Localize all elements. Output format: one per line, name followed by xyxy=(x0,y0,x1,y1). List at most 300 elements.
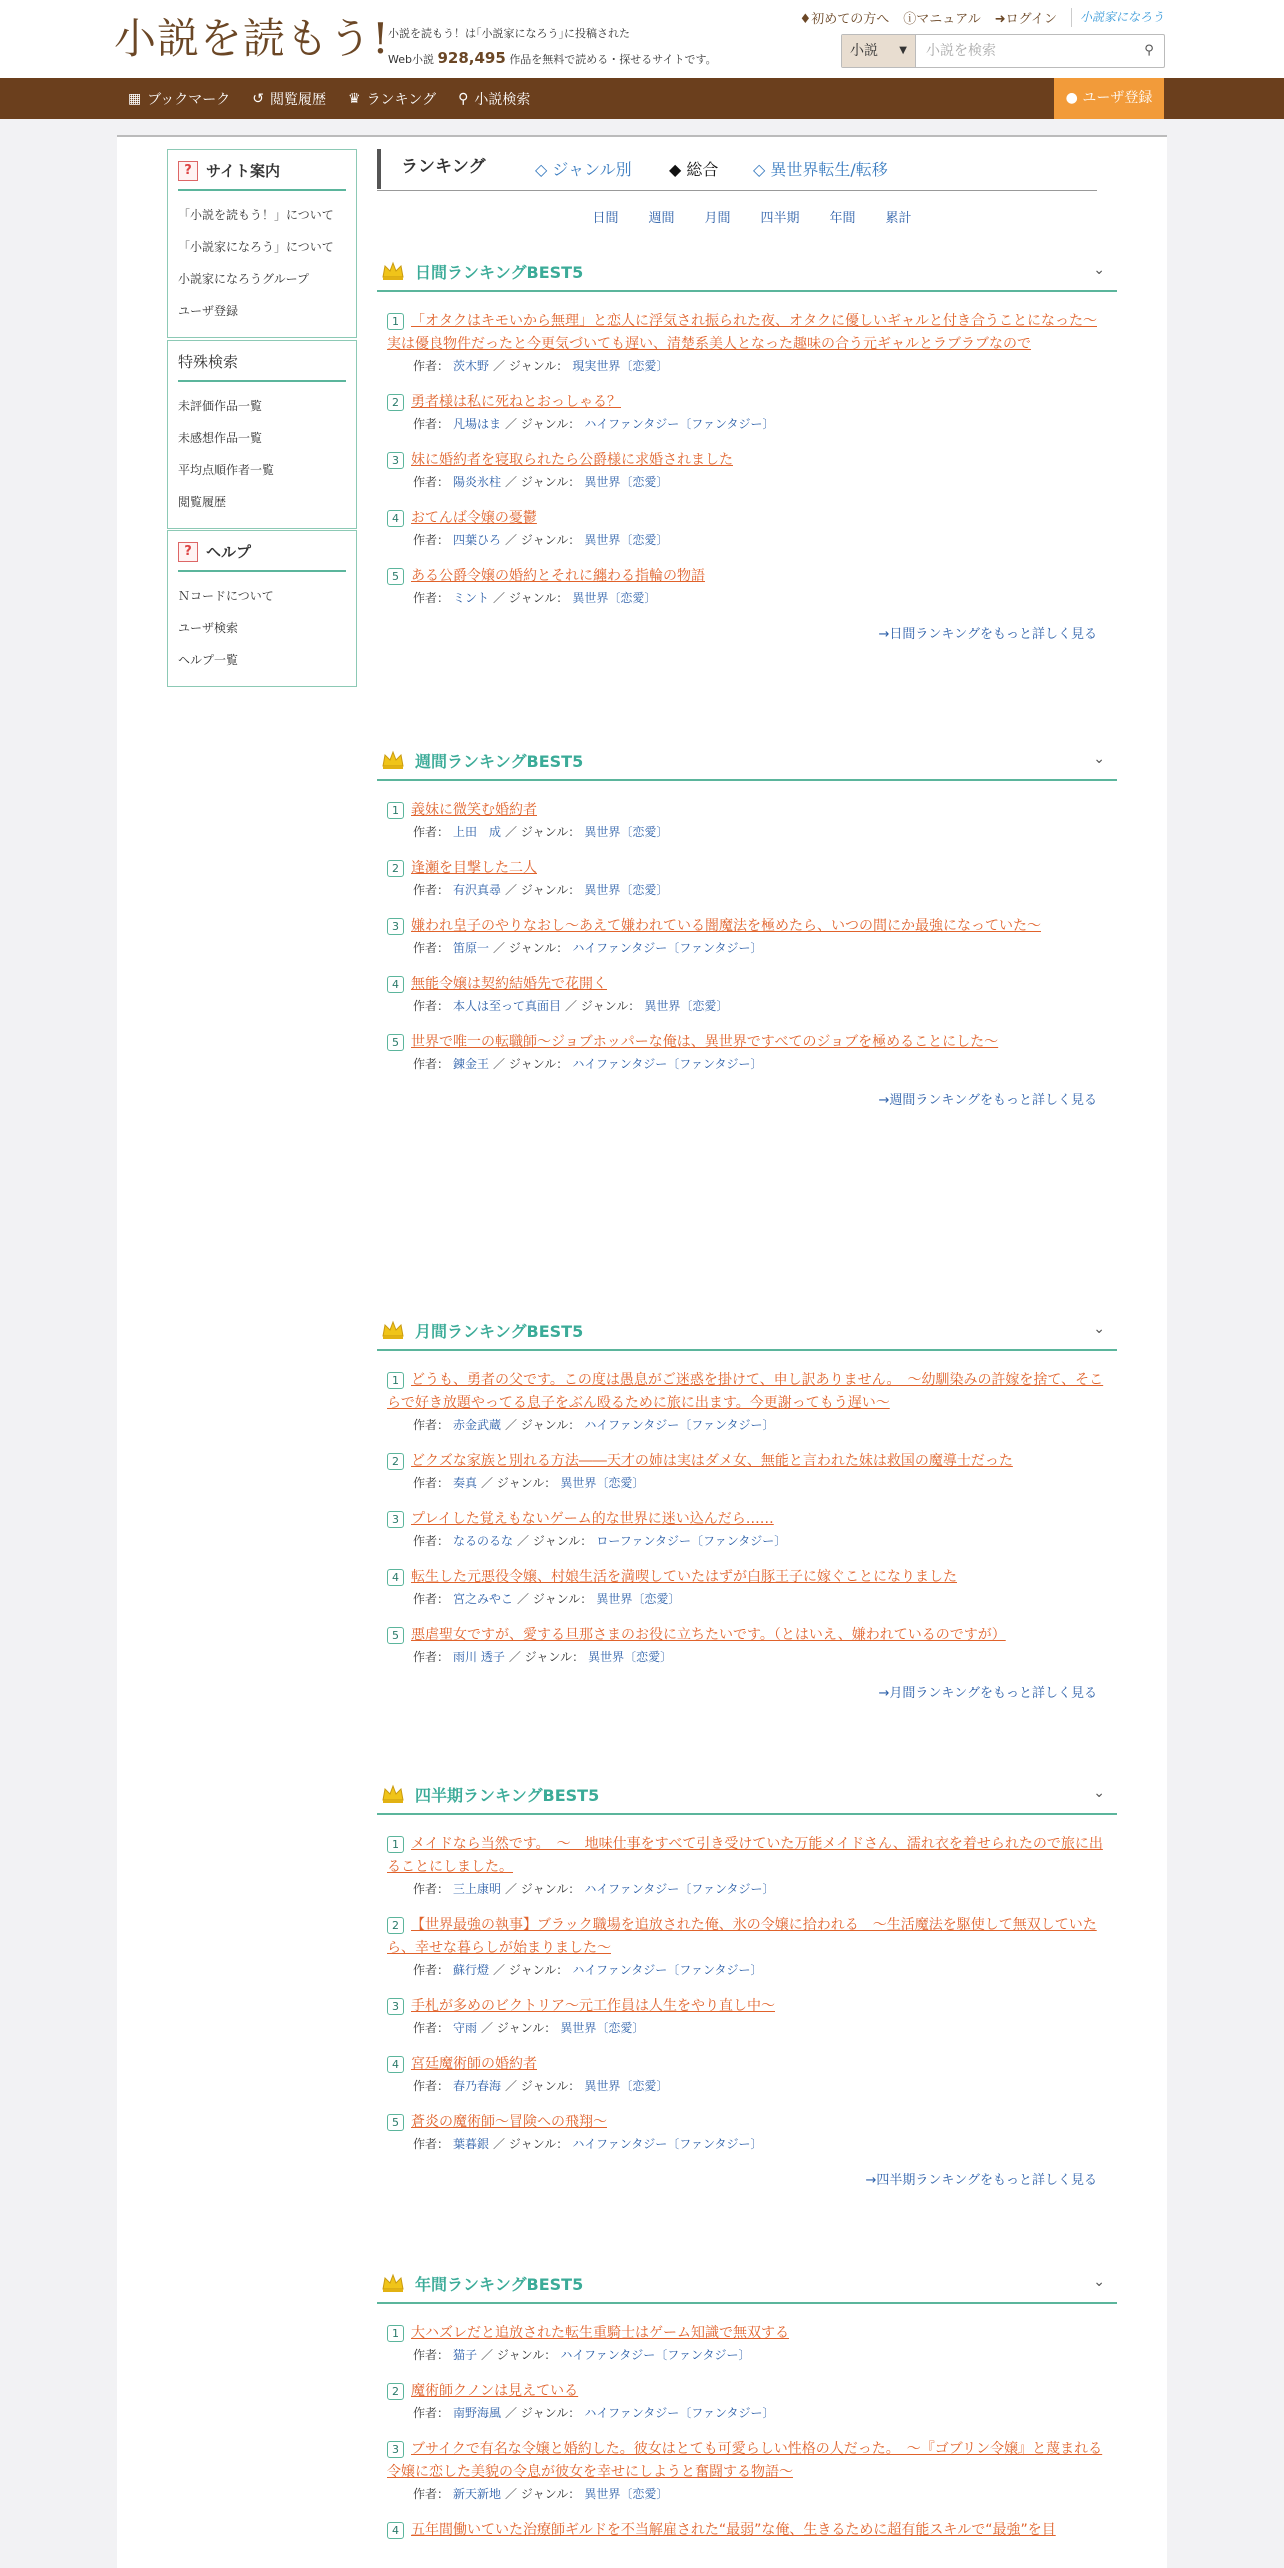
novel-title-link[interactable] xyxy=(387,391,1107,414)
genre-link[interactable]: 異世界〔恋愛〕 xyxy=(584,475,669,489)
author-label: 作者： xyxy=(413,1963,450,1977)
author-label: 作者： xyxy=(413,417,450,431)
genre-link[interactable]: 異世界〔恋愛〕 xyxy=(560,2021,645,2035)
sidebar-item-history[interactable]: 閲覧履歴 xyxy=(178,495,227,509)
novel-meta xyxy=(413,588,1107,608)
novel-title-link[interactable] xyxy=(387,2380,1107,2403)
help-circle-icon: ⓘ xyxy=(903,12,917,27)
rank-number-badge: 3 xyxy=(387,1511,404,1528)
novel-title-text: ある公爵令嬢の婚約とそれに纏わる指輪の物語 xyxy=(411,568,705,584)
history-icon: ↺ xyxy=(252,90,264,107)
novel-title-link[interactable] xyxy=(387,1369,1107,1415)
tagline-suffix: 作品を無料で読める・探せるサイトです。 xyxy=(509,53,717,66)
work-count: 928,495 xyxy=(437,49,506,67)
novel-title-link[interactable] xyxy=(387,2438,1107,2484)
rank-number-badge: 1 xyxy=(387,313,404,330)
genre-label: ／ ジャンル： xyxy=(505,2487,581,2501)
crown-icon xyxy=(381,750,405,770)
bookmark-list-icon: ▦ xyxy=(128,90,142,107)
more-ranking-link[interactable]: →四半期ランキングをもっと詳しく見る xyxy=(865,2173,1097,2188)
author-label: 作者： xyxy=(413,883,450,897)
chevron-down-icon[interactable]: ⌄ xyxy=(1093,2274,1105,2290)
author-link[interactable]: 陽炎氷柱 xyxy=(453,475,502,489)
genre-link[interactable]: 異世界〔恋愛〕 xyxy=(584,533,669,547)
period-total[interactable]: 累計 xyxy=(885,211,912,226)
genre-label: ／ ジャンル： xyxy=(481,1476,557,1490)
sidebar-item-narou-group[interactable]: 小説家になろうグループ xyxy=(178,272,310,286)
rank-number-badge: 3 xyxy=(387,1998,404,2015)
genre-link[interactable]: ハイファンタジー〔ファンタジー〕 xyxy=(572,1963,763,1977)
author-label: 作者： xyxy=(413,2348,450,2362)
genre-label: ／ ジャンル： xyxy=(493,591,569,605)
list-item xyxy=(387,1369,1107,1435)
ranking-section xyxy=(377,252,1117,642)
novel-title-text: 嫌われ皇子のやりなおし～あえて嫌われている闇魔法を極めたら、いつの間にか最強になっていた～ xyxy=(411,918,1041,934)
list-item xyxy=(387,1450,1107,1493)
more-ranking-link[interactable]: →週間ランキングをもっと詳しく見る xyxy=(878,1093,1097,1108)
novel-meta xyxy=(413,414,1107,434)
period-weekly[interactable]: 週間 xyxy=(648,211,675,226)
rank-number-badge: 2 xyxy=(387,2383,404,2400)
more-ranking-link[interactable]: →月間ランキングをもっと詳しく見る xyxy=(878,1686,1097,1701)
period-monthly[interactable]: 月間 xyxy=(704,211,731,226)
ranking-title: ランキング xyxy=(377,149,486,189)
genre-label: ／ ジャンル： xyxy=(505,883,581,897)
search-icon: ⚲ xyxy=(458,90,469,107)
novel-title-text: どうも、勇者の父です。この度は愚息がご迷惑を掛けて、申し訳ありません。 ～幼馴染みの許嫁を捨て、そこらで好き放題やってる息子をぶん殴るために旅に出ます。今更謝ってもう遅い～ xyxy=(387,1372,1104,1411)
novel-title-link[interactable] xyxy=(387,310,1107,356)
list-item xyxy=(387,1914,1107,1980)
novel-title-text: 蒼炎の魔術師〜冒険への飛翔〜 xyxy=(411,2114,607,2130)
genre-link[interactable]: ハイファンタジー〔ファンタジー〕 xyxy=(572,941,763,955)
sidebar-item-help-list[interactable]: ヘルプ一覧 xyxy=(178,653,239,667)
novel-title-link[interactable] xyxy=(387,449,1107,472)
author-label: 作者： xyxy=(413,1057,450,1071)
novel-title-text: どクズな家族と別れる方法――天才の姉は実はダメ女、無能と言われた妹は救国の魔導士だった xyxy=(411,1453,1013,1469)
link-login[interactable] xyxy=(995,8,1057,27)
genre-label: ／ ジャンル： xyxy=(508,1650,585,1664)
list-item xyxy=(387,2519,1107,2542)
genre-label: ／ ジャンル： xyxy=(505,475,581,489)
crown-icon xyxy=(381,261,405,281)
list-item xyxy=(387,2053,1107,2096)
sidebar-item-ncode[interactable]: Ｎコードについて xyxy=(178,589,274,603)
novel-title-text: 転生した元悪役令嬢、村娘生活を満喫していたはずが白豚王子に嫁ぐことになりました xyxy=(411,1569,957,1585)
site-logo[interactable]: 小説を読もう! xyxy=(114,14,390,63)
top-links xyxy=(800,8,1164,27)
tagline-line1: 小説を読もう！は｢小説家になろう｣に投稿された xyxy=(388,27,630,40)
novel-title-link[interactable] xyxy=(387,915,1107,938)
question-icon: ? xyxy=(178,161,198,181)
author-link[interactable]: 本人は至って真面目 xyxy=(453,999,562,1013)
tab-genre[interactable]: ◇ ジャンル別 xyxy=(535,160,632,179)
nav-search[interactable] xyxy=(458,89,530,109)
novel-meta xyxy=(413,1879,1107,1899)
novel-title-link[interactable] xyxy=(387,1508,1107,1531)
question-icon: ? xyxy=(178,542,198,562)
novel-meta xyxy=(413,880,1107,900)
novel-title-link[interactable] xyxy=(387,2322,1107,2345)
novel-title-link[interactable] xyxy=(387,1031,1107,1054)
list-item xyxy=(387,2111,1107,2154)
main-nav xyxy=(0,78,1284,119)
genre-label: ／ ジャンル： xyxy=(493,1963,569,1977)
list-item xyxy=(387,565,1107,608)
ranking-section xyxy=(377,2264,1117,2557)
genre-link[interactable]: ローファンタジー〔ファンタジー〕 xyxy=(596,1534,787,1548)
author-link[interactable]: 笛原一 xyxy=(453,941,490,955)
section-header[interactable] xyxy=(377,252,1117,292)
nav-ranking[interactable] xyxy=(348,89,436,109)
crown-icon xyxy=(381,2273,405,2293)
list-item xyxy=(387,1624,1107,1667)
genre-label: ／ ジャンル： xyxy=(505,2079,581,2093)
list-item xyxy=(387,2380,1107,2423)
entry-list xyxy=(377,1815,1117,2154)
novel-title-text: ブサイクで有名な令嬢と婚約した。彼女はとても可愛らしい性格の人だった。 ～『ゴブリン令嬢』と蔑まれる令嬢に恋した美貌の令息が彼女を幸せにしようと奮闘する物語～ xyxy=(387,2441,1103,2480)
genre-label: ／ ジャンル： xyxy=(493,359,569,373)
list-item xyxy=(387,799,1107,842)
rank-number-badge: 2 xyxy=(387,1917,404,1934)
novel-title-text: 逢瀬を目撃した二人 xyxy=(411,860,537,876)
genre-link[interactable]: 異世界〔恋愛〕 xyxy=(584,2079,669,2093)
chevron-down-icon[interactable]: ⌄ xyxy=(1093,1785,1105,1801)
novel-title-text: 悪虐聖女ですが、愛する旦那さまのお役に立ちたいです。（とはいえ、嫌われているのですが） xyxy=(411,1627,1006,1643)
author-label: 作者： xyxy=(413,533,450,547)
novel-meta xyxy=(413,2345,1107,2365)
author-link[interactable]: 三上康明 xyxy=(453,1882,502,1896)
list-item xyxy=(387,507,1107,550)
rank-number-badge: 1 xyxy=(387,802,404,819)
author-link[interactable]: 凡場はま xyxy=(453,417,502,431)
author-link[interactable]: 猫子 xyxy=(453,2348,478,2362)
novel-title-text: 義妹に微笑む婚約者 xyxy=(411,802,537,818)
author-link[interactable]: 南野海風 xyxy=(453,2406,502,2420)
link-beginners-label: 初めての方へ xyxy=(811,12,890,27)
novel-title-link[interactable] xyxy=(387,1995,1107,2018)
entry-list xyxy=(377,2304,1117,2542)
section-title: 月間ランキングBEST5 xyxy=(415,1321,584,1341)
novel-title-link[interactable] xyxy=(387,857,1107,880)
section-title: 日間ランキングBEST5 xyxy=(415,262,584,282)
user-register-label: ユーザ登録 xyxy=(1082,90,1153,106)
author-label: 作者： xyxy=(413,1418,450,1432)
list-item xyxy=(387,2438,1107,2504)
search-input[interactable] xyxy=(916,35,1134,67)
ranking-section xyxy=(377,1311,1117,1701)
crown-icon xyxy=(381,1320,405,1340)
novel-title-text: おてんば令嬢の憂鬱 xyxy=(411,510,537,526)
list-item xyxy=(387,2322,1107,2365)
section-title: 週間ランキングBEST5 xyxy=(415,751,584,771)
rank-number-badge: 1 xyxy=(387,1836,404,1853)
link-narou-brand[interactable]: 小説家になろう xyxy=(1071,8,1164,27)
rank-number-badge: 3 xyxy=(387,918,404,935)
author-label: 作者： xyxy=(413,2021,450,2035)
tab-overall[interactable]: ◆ 総合 xyxy=(669,160,719,179)
novel-title-text: 魔術師クノンは見えている xyxy=(411,2383,579,2399)
list-item xyxy=(387,1031,1107,1074)
author-link[interactable]: 赤金武蔵 xyxy=(453,1418,502,1432)
author-label: 作者： xyxy=(413,2137,450,2151)
author-link[interactable]: 四葉ひろ xyxy=(453,533,502,547)
rank-number-badge: 4 xyxy=(387,976,404,993)
rank-number-badge: 4 xyxy=(387,1569,404,1586)
rank-number-badge: 2 xyxy=(387,1453,404,1470)
novel-meta xyxy=(413,472,1107,492)
rank-number-badge: 5 xyxy=(387,1627,404,1644)
genre-label: ／ ジャンル： xyxy=(505,417,581,431)
author-label: 作者： xyxy=(413,2079,450,2093)
novel-meta xyxy=(413,1473,1107,1493)
section-header[interactable] xyxy=(377,1775,1117,1815)
novel-title-link[interactable] xyxy=(387,2053,1107,2076)
author-label: 作者： xyxy=(413,999,450,1013)
genre-label: ／ ジャンル： xyxy=(481,2021,557,2035)
user-icon: ● xyxy=(1065,90,1078,106)
site-tagline xyxy=(388,22,717,72)
genre-label: ／ ジャンル： xyxy=(493,1057,569,1071)
novel-title-link[interactable] xyxy=(387,1914,1107,1960)
sidebar-special-title: 特殊検索 xyxy=(178,347,346,382)
genre-link[interactable]: 異世界〔恋愛〕 xyxy=(560,1476,645,1490)
novel-title-text: 無能令嬢は契約結婚先で花開く xyxy=(411,976,607,992)
author-link[interactable]: 上田 成 xyxy=(453,825,502,839)
more-ranking-link[interactable]: →日間ランキングをもっと詳しく見る xyxy=(878,627,1097,642)
novel-title-link[interactable] xyxy=(387,1833,1107,1879)
novel-title-text: 五年間働いていた治療師ギルドを不当解雇された“最弱”な俺、生きるために超有能スキルで“最強”を目 xyxy=(411,2522,1056,2538)
search-category-value: 小説 xyxy=(850,43,878,59)
section-title: 四半期ランキングBEST5 xyxy=(415,1785,600,1805)
genre-link[interactable]: 異世界〔恋愛〕 xyxy=(572,591,657,605)
list-item xyxy=(387,973,1107,1016)
rank-number-badge: 1 xyxy=(387,1372,404,1389)
search-category-select[interactable] xyxy=(842,35,916,67)
period-yearly[interactable]: 年間 xyxy=(829,211,856,226)
search-icon[interactable]: ⚲ xyxy=(1144,43,1154,58)
user-register-button[interactable] xyxy=(1054,78,1164,119)
rank-number-badge: 4 xyxy=(387,2522,404,2539)
rank-number-badge: 2 xyxy=(387,860,404,877)
rank-number-badge: 3 xyxy=(387,452,404,469)
genre-label: ／ ジャンル： xyxy=(517,1592,593,1606)
author-link[interactable]: 奏真 xyxy=(453,1476,478,1490)
novel-title-link[interactable] xyxy=(387,2111,1107,2134)
list-item xyxy=(387,1995,1107,2038)
author-label: 作者： xyxy=(413,2487,450,2501)
chevron-down-icon[interactable]: ⌄ xyxy=(1093,262,1105,278)
entry-list xyxy=(377,292,1117,608)
novel-meta xyxy=(413,1054,1107,1074)
genre-link[interactable]: 異世界〔恋愛〕 xyxy=(584,883,669,897)
tab-isekai[interactable]: ◇ 異世界転生/転移 xyxy=(753,160,888,179)
novel-meta xyxy=(413,2484,1107,2504)
author-label: 作者： xyxy=(413,941,450,955)
rank-number-badge: 4 xyxy=(387,510,404,527)
genre-link[interactable]: 異世界〔恋愛〕 xyxy=(584,825,669,839)
author-label: 作者： xyxy=(413,1650,450,1664)
genre-link[interactable]: 異世界〔恋愛〕 xyxy=(644,999,729,1013)
sidebar-item-register[interactable]: ユーザ登録 xyxy=(178,304,239,318)
genre-label: ／ ジャンル： xyxy=(493,2137,569,2151)
novel-title-link[interactable] xyxy=(387,1566,1107,1589)
genre-link[interactable]: ハイファンタジー〔ファンタジー〕 xyxy=(584,1882,775,1896)
genre-link[interactable]: 異世界〔恋愛〕 xyxy=(596,1592,681,1606)
author-link[interactable]: 雨川 透子 xyxy=(453,1650,505,1664)
section-header[interactable] xyxy=(377,1311,1117,1351)
novel-title-text: 「オタクはキモいから無理」と恋人に浮気され振られた夜、オタクに優しいギャルと付き合うことになった〜実は優良物件だったと今更気づいても遅い、清楚系美人となった趣味の合う元ギャルとラブラブなので xyxy=(387,313,1097,352)
login-icon: ➜ xyxy=(994,12,1006,27)
author-link[interactable]: 宮之みやこ xyxy=(453,1592,514,1606)
author-link[interactable]: 錬金王 xyxy=(453,1057,490,1071)
tagline-prefix: Web小説 xyxy=(388,53,434,66)
author-link[interactable]: 蘇行燈 xyxy=(453,1963,490,1977)
novel-meta xyxy=(413,2076,1107,2096)
sidebar-item-no-review[interactable]: 未感想作品一覧 xyxy=(178,431,263,445)
novel-title-text: 勇者様は私に死ねとおっしゃる？ xyxy=(411,394,621,410)
novel-meta xyxy=(413,1960,1107,1980)
genre-link[interactable]: 異世界〔恋愛〕 xyxy=(584,2487,669,2501)
genre-label: ／ ジャンル： xyxy=(505,533,581,547)
novel-title-text: 【世界最強の執事】ブラック職場を追放された俺、氷の令嬢に拾われる ～生活魔法を駆使して無双していたら、幸せな暮らしが始まりました～ xyxy=(387,1917,1097,1956)
genre-label: ／ ジャンル： xyxy=(505,1418,581,1432)
sidebar-item-about-narou[interactable]: 「小説家になろう」について xyxy=(178,240,334,254)
rank-number-badge: 4 xyxy=(387,2056,404,2073)
novel-meta xyxy=(413,356,1107,376)
nav-bookmark-label: ブックマーク xyxy=(147,91,231,108)
author-label: 作者： xyxy=(413,1534,450,1548)
ranking-section xyxy=(377,741,1117,1108)
author-label: 作者： xyxy=(413,2406,450,2420)
genre-label: ／ ジャンル： xyxy=(493,941,569,955)
sidebar-help xyxy=(167,530,357,687)
novel-title-link[interactable] xyxy=(387,1624,1107,1647)
period-quarterly[interactable]: 四半期 xyxy=(760,211,800,226)
genre-link[interactable]: 現実世界〔恋愛〕 xyxy=(572,359,669,373)
genre-label: ／ ジャンル： xyxy=(517,1534,593,1548)
chevron-down-icon[interactable]: ⌄ xyxy=(1093,751,1105,767)
section-title: 年間ランキングBEST5 xyxy=(415,2274,584,2294)
sidebar-item-about-yomou[interactable]: 「小説を読もう！」について xyxy=(178,208,334,222)
sidebar-help-title xyxy=(178,537,346,572)
sidebar-guide-title xyxy=(178,156,346,191)
tagline-line2 xyxy=(388,46,717,72)
genre-link[interactable]: ハイファンタジー〔ファンタジー〕 xyxy=(584,1418,775,1432)
sidebar-item-user-search[interactable]: ユーザ検索 xyxy=(178,621,239,635)
novel-title-link[interactable] xyxy=(387,973,1107,996)
author-link[interactable]: 春乃春海 xyxy=(453,2079,502,2093)
genre-label: ／ ジャンル： xyxy=(481,2348,557,2362)
genre-label: ／ ジャンル： xyxy=(505,825,581,839)
novel-title-text: 妹に婚約者を寝取られたら公爵様に求婚されました xyxy=(411,452,733,468)
content-container xyxy=(117,135,1167,2568)
nav-ranking-label: ランキング xyxy=(366,91,437,108)
author-link[interactable]: 新天新地 xyxy=(453,2487,502,2501)
author-label: 作者： xyxy=(413,475,450,489)
author-link[interactable]: 茨木野 xyxy=(453,359,490,373)
nav-bookmark[interactable] xyxy=(128,89,230,109)
genre-link[interactable]: ハイファンタジー〔ファンタジー〕 xyxy=(572,1057,763,1071)
section-header[interactable] xyxy=(377,741,1117,781)
author-label: 作者： xyxy=(413,591,450,605)
chevron-down-icon[interactable]: ⌄ xyxy=(1093,1321,1105,1337)
sidebar-special-search xyxy=(167,340,357,529)
genre-link[interactable]: ハイファンタジー〔ファンタジー〕 xyxy=(560,2348,751,2362)
ranking-tabs xyxy=(377,149,1097,191)
rank-number-badge: 1 xyxy=(387,2325,404,2342)
novel-title-link[interactable] xyxy=(387,1450,1107,1473)
author-link[interactable]: 守雨 xyxy=(453,2021,478,2035)
novel-title-link[interactable] xyxy=(387,799,1107,822)
author-label: 作者： xyxy=(413,359,450,373)
novel-title-text: 世界で唯一の転職師～ジョブホッパーな俺は、異世界ですべてのジョブを極めることにした～ xyxy=(411,1034,999,1050)
novel-meta xyxy=(413,2403,1107,2423)
rank-number-badge: 3 xyxy=(387,2441,404,2458)
novel-title-text: 大ハズレだと追放された転生重騎士はゲーム知識で無双する xyxy=(411,2325,789,2341)
list-item xyxy=(387,391,1107,434)
novel-title-text: プレイした覚えもないゲーム的な世界に迷い込んだら…… xyxy=(411,1511,774,1527)
novel-meta xyxy=(413,996,1107,1016)
ranking-section xyxy=(377,1775,1117,2188)
genre-link[interactable]: 異世界〔恋愛〕 xyxy=(588,1650,673,1664)
genre-link[interactable]: ハイファンタジー〔ファンタジー〕 xyxy=(584,417,775,431)
sidebar-item-unrated[interactable]: 未評価作品一覧 xyxy=(178,399,263,413)
novel-title-text: 手札が多めのビクトリア〜元工作員は人生をやり直し中〜 xyxy=(411,1998,775,2014)
link-manual[interactable] xyxy=(903,8,981,27)
novel-meta xyxy=(413,1589,1107,1609)
link-manual-label: マニュアル xyxy=(916,12,981,27)
author-link[interactable]: 有沢真尋 xyxy=(453,883,502,897)
list-item xyxy=(387,1508,1107,1551)
novel-meta xyxy=(413,938,1107,958)
list-item xyxy=(387,1566,1107,1609)
crown-icon: ♛ xyxy=(348,90,361,107)
link-beginners[interactable]: ♦初めての方へ xyxy=(799,12,890,27)
list-item xyxy=(387,449,1107,492)
section-header[interactable] xyxy=(377,2264,1117,2304)
crown-icon xyxy=(381,1784,405,1804)
chevron-down-icon: ▼ xyxy=(899,45,907,56)
search-bar xyxy=(841,34,1165,68)
novel-meta xyxy=(413,2134,1107,2154)
novel-title-link[interactable] xyxy=(387,507,1107,530)
genre-label: ／ ジャンル： xyxy=(505,2406,581,2420)
sidebar-help-title-text: ヘルプ xyxy=(206,543,252,561)
list-item xyxy=(387,1833,1107,1899)
novel-meta xyxy=(413,1415,1107,1435)
nav-history[interactable] xyxy=(252,89,326,109)
novel-title-link[interactable] xyxy=(387,565,1107,588)
sidebar-guide-title-text: サイト案内 xyxy=(206,162,280,180)
author-link[interactable]: ミント xyxy=(453,591,490,605)
entry-list xyxy=(377,1351,1117,1667)
period-daily[interactable]: 日間 xyxy=(592,211,619,226)
author-link[interactable]: 葉暮銀 xyxy=(453,2137,490,2151)
site-header xyxy=(0,0,1284,78)
novel-meta xyxy=(413,1531,1107,1551)
novel-title-text: メイドなら当然です。 ～ 地味仕事をすべて引き受けていた万能メイドさん、濡れ衣を着せられたので旅に出ることにしました。 xyxy=(387,1836,1103,1875)
list-item xyxy=(387,857,1107,900)
genre-link[interactable]: ハイファンタジー〔ファンタジー〕 xyxy=(572,2137,763,2151)
novel-title-text: 宮廷魔術師の婚約者 xyxy=(411,2056,537,2072)
novel-title-link[interactable] xyxy=(387,2519,1107,2542)
rank-number-badge: 2 xyxy=(387,394,404,411)
sidebar-item-avg-score[interactable]: 平均点順作者一覧 xyxy=(178,463,275,477)
link-login-label: ログイン xyxy=(1005,12,1057,27)
genre-link[interactable]: ハイファンタジー〔ファンタジー〕 xyxy=(584,2406,775,2420)
entry-list xyxy=(377,781,1117,1074)
author-link[interactable]: なるのるな xyxy=(453,1534,514,1548)
